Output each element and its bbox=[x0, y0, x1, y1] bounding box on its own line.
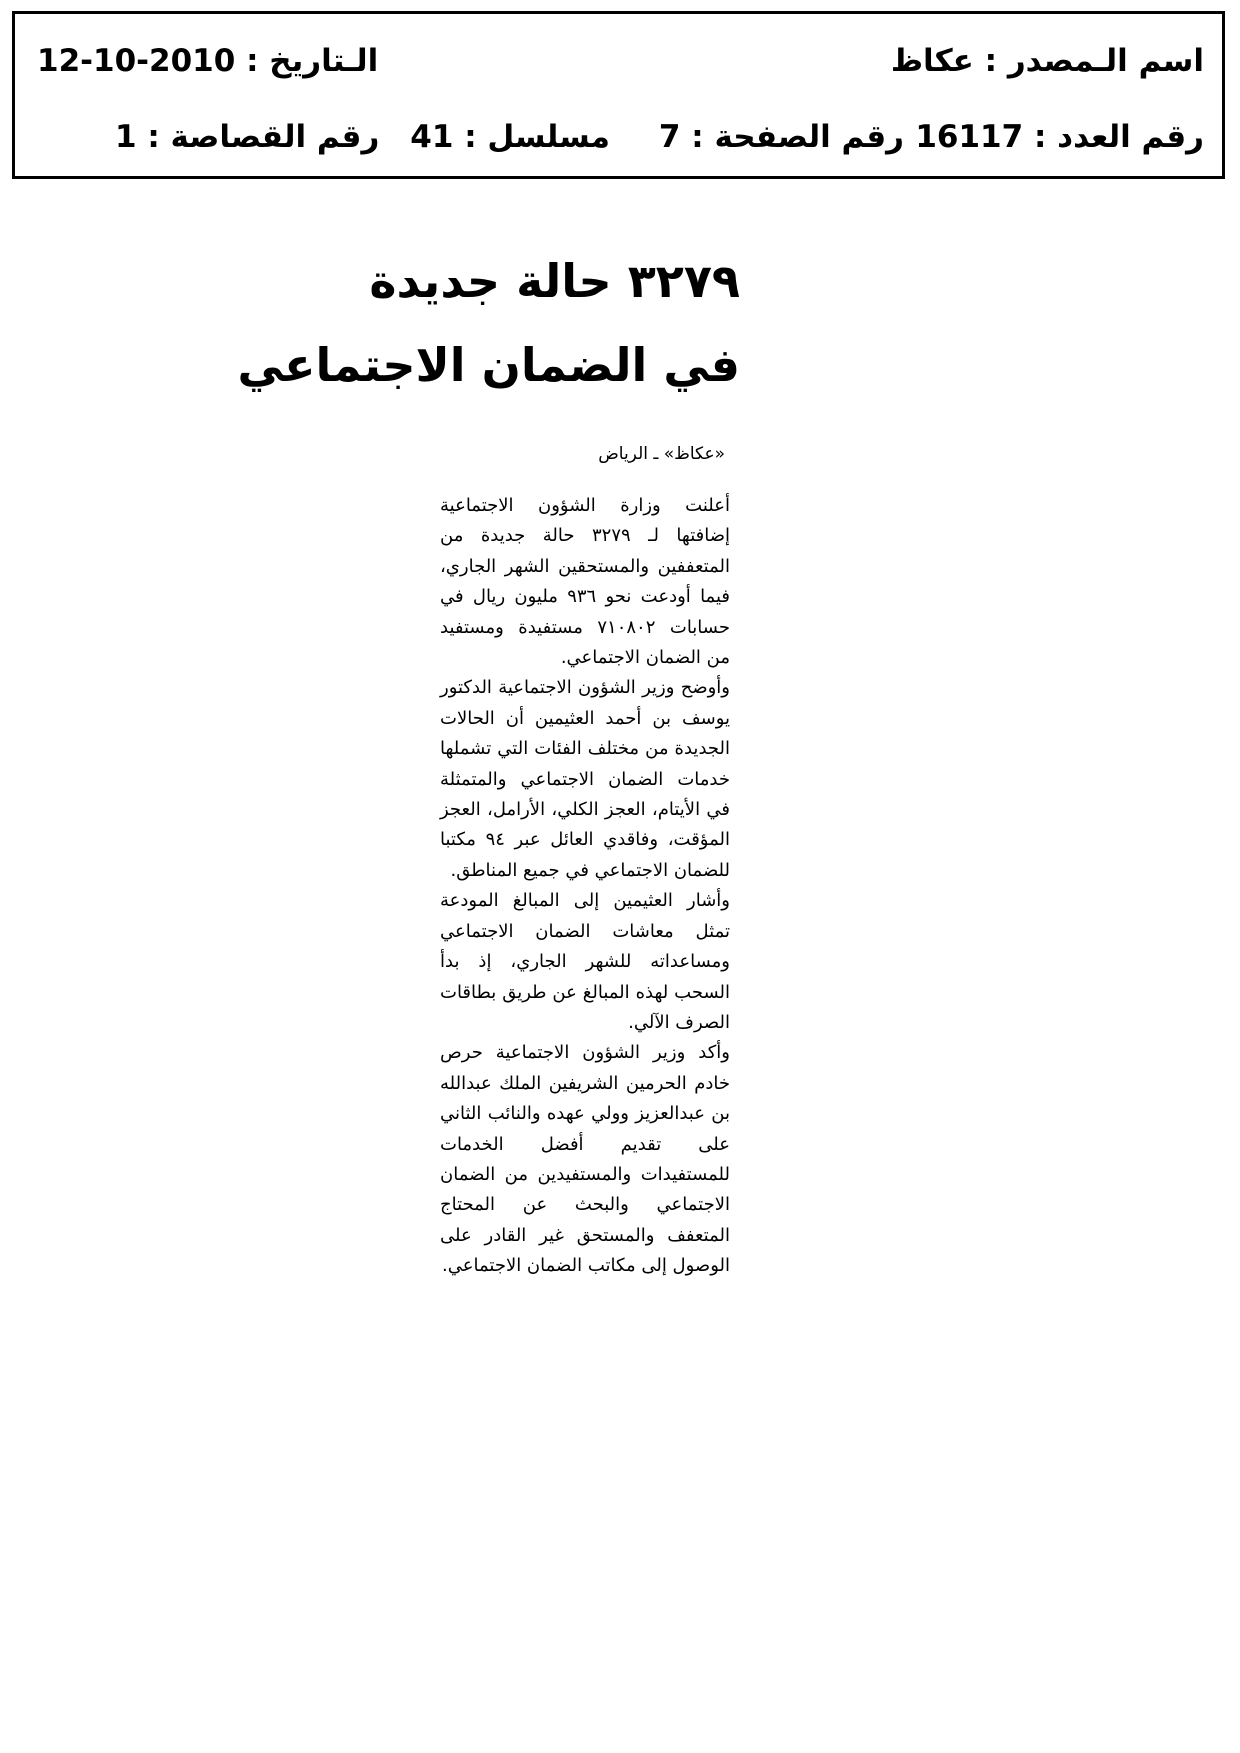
article-body bbox=[440, 491, 730, 1282]
headline-line-1: ٣٢٧٩ حالة جديدة bbox=[369, 254, 740, 308]
paragraph-1: أعلنت وزارة الشؤون الاجتماعية إضافتها لـ ٣٢٧٩ حالة جديدة من المتعففين والمستحقين الشهر الجاري، فيما أودعت نحو ٩٣٦ مليون ريال في حسابات ٧١٠٨٠٢ مستفيدة ومستفيد من الضمان الاجتماعي. bbox=[440, 495, 731, 669]
source-field: اسم الـمصدر : عكاظ bbox=[890, 43, 1204, 79]
date-field: الـتاريخ : 2010-10-12 bbox=[37, 43, 379, 79]
paragraph-3: وأشار العثيمين إلى المبالغ المودعة تمثل معاشات الضمان الاجتماعي ومساعداته للشهر الجاري، إذ بدأ السحب لهذه المبالغ عن طريق بطاقات الصرف الآلي. bbox=[440, 890, 730, 1033]
dateline: «عكاظ» ـ الرياض bbox=[598, 444, 725, 464]
paragraph-4: وأكد وزير الشؤون الاجتماعية حرص خادم الحرمين الشريفين الملك عبدالله بن عبدالعزيز وولي عهده والنائب الثاني على تقديم أفضل الخدمات للمستفيدات والمستفيدين من الضمان الاجتماعي والبحث عن المحتاج المتعفف والمستحق غير القادر على الوصول إلى مكاتب الضمان الاجتماعي. bbox=[440, 1042, 730, 1277]
clipping-number-field: رقم القصاصة : 1 bbox=[115, 119, 380, 155]
issue-number-field: رقم العدد : 16117 bbox=[915, 119, 1204, 155]
page-number-field: رقم الصفحة : 7 bbox=[658, 119, 904, 155]
serial-field: مسلسل : 41 bbox=[410, 119, 610, 155]
paragraph-2: وأوضح وزير الشؤون الاجتماعية الدكتور يوسف بن أحمد العثيمين أن الحالات الجديدة من مختلف الفئات التي تشملها خدمات الضمان الاجتماعي والمتمثلة في الأيتام، العجز الكلي، الأرامل، العجز المؤقت، وفاقدي العائل عبر ٩٤ مكتبا للضمان الاجتماعي في جميع المناطق. bbox=[440, 677, 730, 881]
headline-line-2: في الضمان الاجتماعي bbox=[237, 338, 740, 392]
